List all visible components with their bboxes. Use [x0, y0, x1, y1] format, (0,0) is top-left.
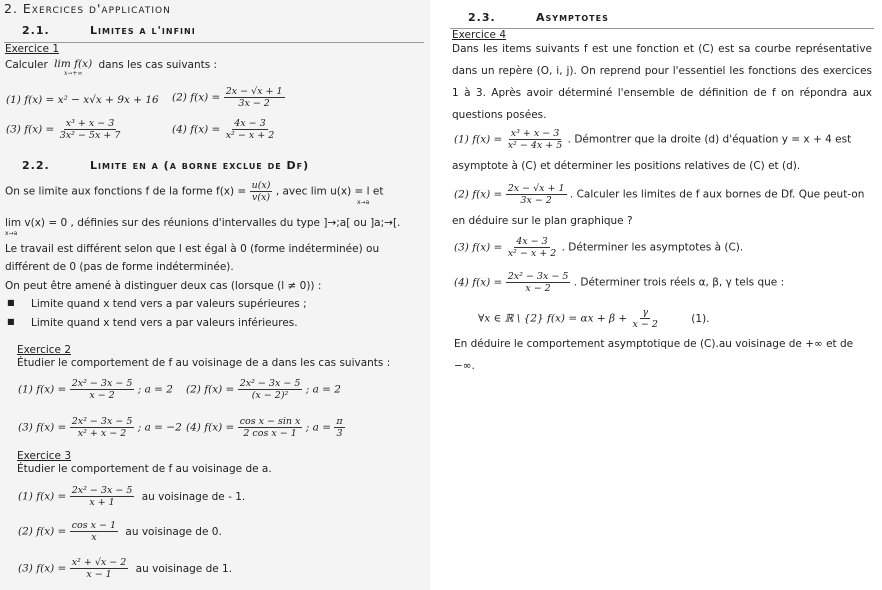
section-2-2-title: Limite en a (a borne exclue de Df): [90, 159, 310, 172]
section-2-3-number: 2.3.: [468, 11, 496, 24]
exercise-4-item-2: (2) f(x) = $\frac{2x - √x + 1}{3x - 2}$ . Calculer les limites de f aux bornes de Df. Que peut-on: [454, 183, 865, 206]
exercise-3-title: Exercice 3: [17, 450, 72, 462]
exercise-1-title: Exercice 1: [5, 43, 60, 55]
exercise-4-item-1: (1) f(x) = $\frac{\text{x³ + x − 3}}{\text{x² − 4x + 5}}$ . Démontrer que la droite (d) d'équation y = x + 4 est: [454, 128, 852, 151]
exercise-1-intro: Calculer lim f(x) x→+∞ dans les cas suivants :: [5, 58, 218, 77]
exercise-4-item-3: (3) f(x) = $\frac{4x - 3}{\text{x² − x + 2}}$ . Déterminer les asymptotes à (C).: [454, 236, 744, 259]
exercise-2-item-1: (1) f(x) = $\frac{\text{2x² − 3x − 5}}{x - 2}$ ; a = 2: [18, 378, 173, 401]
exercise-2-title: Exercice 2: [17, 344, 72, 356]
exercise-4-item-2-cont: en déduire sur le plan graphique ?: [452, 215, 633, 227]
section-2-1-number: 2.1.: [22, 24, 50, 37]
exercise-1-item-2: (2) f(x) = $\frac{2x - √x + 1}{3x - 2}$: [172, 86, 283, 109]
exercise-1-item-4: (4) f(x) = $\frac{4x - 3}{\text{x² − x + 2}}$: [172, 118, 275, 141]
exercise-4-item-1-cont: asymptote à (C) et déterminer les positions relatives de (C) et (d).: [452, 160, 801, 172]
paragraph-line-5: On peut être amené à distinguer deux cas (lorsque (l ≠ 0)) :: [5, 280, 322, 292]
exercise-4-intro: Dans les items suivants f est une fonction et (C) est sa courbe représentative dans un repère (O, i, j). On reprend pour l'essentiel les fonctions des exercices 1 à 3. Après avoir déterminé l'ensemble de définition de f on répondra aux questions posées.: [452, 43, 872, 121]
bullet-icon: ■: [7, 317, 15, 326]
exercise-4-conclusion-cont: −∞.: [454, 360, 475, 372]
exercise-2-item-3: (3) f(x) = $\frac{\text{2x² − 3x − 5}}{\text{x² + x − 2}}$ ; a = −2: [18, 416, 182, 439]
section-heading: 2. Exercices d'application: [4, 1, 171, 16]
divider: [4, 42, 424, 43]
exercise-4-formula: ∀x ∈ ℝ \ {2} f(x) = αx + β + $\frac{\gamma}{x - 2}$ (1).: [478, 307, 710, 330]
paragraph-line-4: différent de 0 (pas de forme indéterminée).: [5, 261, 234, 273]
exercise-4-conclusion: En déduire le comportement asymptotique de (C).au voisinage de +∞ et de: [454, 338, 854, 350]
bullet-item-1: Limite quand x tend vers a par valeurs supérieures ;: [31, 298, 307, 310]
paragraph-line-1: On se limite aux fonctions f de la forme f(x) = $\frac{u(x)}{v(x)}$ , avec lim u(x) = l et: [5, 180, 384, 203]
bullet-icon: ■: [7, 298, 15, 307]
paragraph-line-3: Le travail est différent selon que l est égal à 0 (forme indéterminée) ou: [5, 243, 380, 255]
left-column: [0, 0, 430, 590]
bullet-item-2: Limite quand x tend vers a par valeurs inférieures.: [31, 317, 298, 329]
right-column: [448, 0, 882, 380]
exercise-1-item-1: (1) f(x) = x² − x√x + 9x + 16: [6, 94, 159, 106]
exercise-4-item-4: (4) f(x) = $\frac{\text{2x² − 3x − 5}}{x - 2}$ . Déterminer trois réels α, β, γ tels que :: [454, 271, 785, 294]
section-2-3-title: Asymptotes: [536, 11, 609, 24]
exercise-2-item-2: (2) f(x) = $\frac{\text{2x² − 3x − 5}}{\text{(x − 2)²}}$ ; a = 2: [186, 378, 341, 401]
section-2-1-title: Limites a l'infini: [90, 24, 196, 37]
divider: [450, 28, 874, 29]
exercise-4-title: Exercice 4: [452, 29, 507, 41]
exercise-3-item-1: (1) f(x) = $\frac{\text{2x² − 3x − 5}}{x + 1}$ au voisinage de - 1.: [18, 485, 246, 508]
limit-subscript: x→a: [357, 199, 370, 206]
limit-subscript-2: x→a: [5, 230, 18, 237]
section-2-2-number: 2.2.: [22, 159, 50, 172]
exercise-2-intro: Étudier le comportement de f au voisinage de a dans les cas suivants :: [17, 357, 391, 369]
exercise-3-item-2: (2) f(x) = $\frac{\text{cos x − 1}}{x}$ au voisinage de 0.: [18, 520, 222, 543]
exercise-2-item-4: (4) f(x) = $\frac{\text{cos x − sin x}}{\text{2 cos x − 1}}$ ; a = $\frac{\pi}{3}$: [186, 416, 343, 439]
exercise-1-item-3: (3) f(x) = $\frac{\text{x³ + x − 3}}{\text{3x² − 5x + 7}}$: [6, 118, 121, 141]
exercise-3-intro: Étudier le comportement de f au voisinage de a.: [17, 463, 272, 475]
paragraph-line-2: lim v(x) = 0 , définies sur des réunions d'intervalles du type ]→;a[ ou ]a;→[.: [5, 217, 401, 229]
exercise-3-item-3: (3) f(x) = $\frac{\text{x² + √x − 2}}{x - 1}$ au voisinage de 1.: [18, 557, 233, 580]
